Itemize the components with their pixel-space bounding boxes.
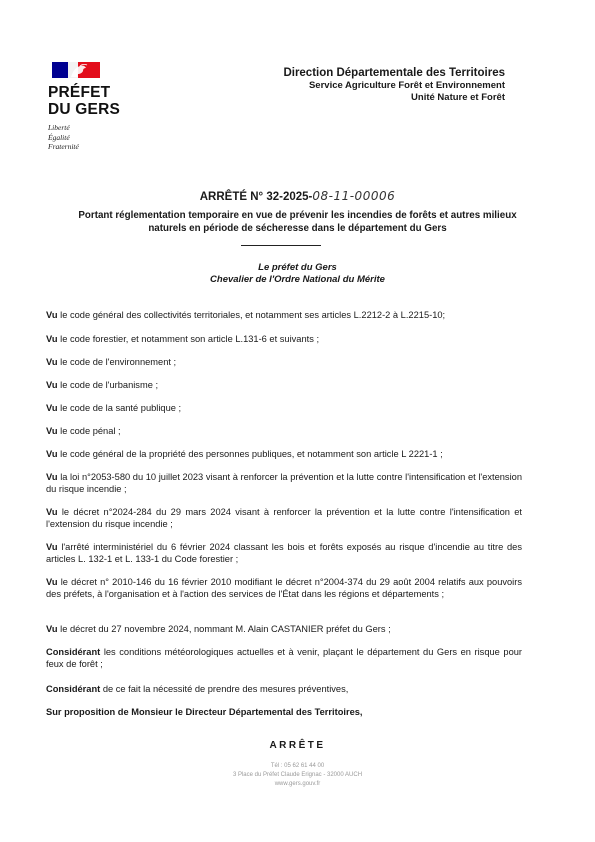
prefet-line-2: Chevalier de l'Ordre National du Mérite (210, 274, 385, 285)
motto-fraternite: Fraternité (48, 142, 79, 151)
consideration-item: Vu le code général des collectivités territoriales, et notamment ses articles L.2212-2 à L.2215-10; (46, 310, 446, 320)
consideration-item: Vu le code de l'environnement ; (46, 357, 177, 367)
footer-website: www.gers.gouv.fr (274, 781, 321, 787)
marianne-icon (68, 62, 90, 78)
consideration-item: Vu le code de l'urbanisme ; (46, 380, 159, 390)
consideration-item: Vu le code forestier, et notamment son article L.131-6 et suivants ; (46, 334, 320, 344)
consideration-item: Vu le décret du 27 novembre 2024, nommant M. Alain CASTANIER préfet du Gers ; (46, 624, 391, 634)
issuing-administration (283, 67, 505, 104)
direction-name: Direction Départementale des Territoires (283, 67, 505, 79)
consideration-item: Vu le code de la santé publique ; (46, 403, 182, 413)
title-divider (241, 245, 321, 246)
decree-title (0, 189, 595, 203)
consideration-item: Considérant les conditions météorologiques actuelles et à venir, plaçant le département du Gers en risque pour feux de forêt ; (46, 647, 523, 669)
decree-number-handwritten: 08-11-00006 (312, 189, 396, 203)
consideration-item: Vu le décret n° 2010-146 du 16 février 2010 modifiant le décret n°2004-374 du 29 août 2004 relatifs aux pouvoirs des préfets, à l'organisation et à l'action des services de l'État dans les régions et départements ; (46, 577, 522, 599)
arrete-heading: ARRÊTE (269, 740, 326, 751)
consideration-item: Vu la loi n°2053-580 du 10 juillet 2023 visant à renforcer la prévention et la lutte contre l'intensification et l'extension du risque incendie ; (46, 472, 522, 494)
service-name: Service Agriculture Forêt et Environnement (308, 80, 505, 91)
prefet-logo (48, 62, 148, 152)
logo-line-2: DU GERS (48, 101, 121, 118)
consideration-item: Considérant de ce fait la nécessité de prendre des mesures préventives, (46, 684, 349, 694)
consideration-item: Vu le code général de la propriété des personnes publiques, et notamment son article L 2221-1 ; (46, 449, 443, 459)
page-footer (0, 762, 595, 789)
decree-number-printed: ARRÊTÉ N° 32-2025- (199, 191, 313, 203)
prefet-heading (0, 262, 595, 286)
prefet-line-1: Le préfet du Gers (258, 262, 337, 273)
republic-motto (48, 123, 148, 152)
consideration-item: Vu le code pénal ; (46, 426, 121, 436)
consideration-item: Vu l'arrêté interministériel du 6 février 2024 classant les bois et forêts exposés au risque d'incendie au titre des articles L. 132-1 et L. 133-1 du Code forestier ; (46, 542, 522, 564)
footer-address: 3 Place du Préfet Claude Erignac - 32000 AUCH (232, 772, 363, 778)
logo-line-1: PRÉFET (48, 84, 111, 101)
consideration-item: Sur proposition de Monsieur le Directeur Départemental des Territoires, (46, 707, 363, 717)
decree-subject: Portant réglementation temporaire en vue de prévenir les incendies de forêts et autres milieux naturels en période de sécheresse dans le département du Gers (78, 210, 517, 234)
motto-egalite: Égalité (48, 132, 70, 142)
footer-phone: Tél : 05 62 61 44 00 (270, 763, 325, 769)
unit-name: Unité Nature et Forêt (411, 92, 505, 103)
consideration-item: Vu le décret n°2024-284 du 29 mars 2024 visant à renforcer la prévention et la lutte contre l'intensification et l'extension du risque incendie ; (46, 507, 522, 529)
motto-liberte: Liberté (48, 123, 70, 132)
french-flag-icon (52, 62, 100, 78)
